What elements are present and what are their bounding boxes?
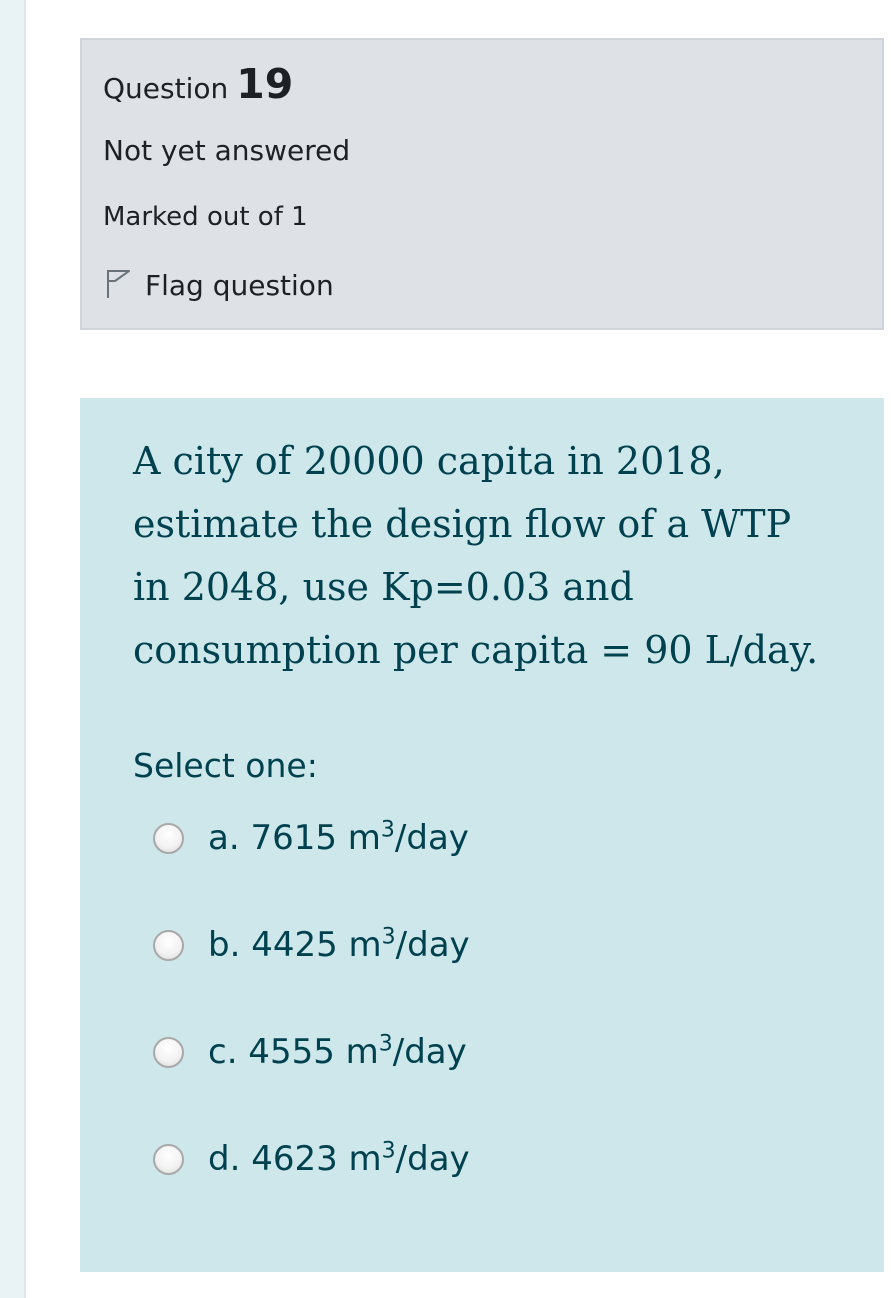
answer-option-d[interactable] [153, 1139, 470, 1179]
select-one-prompt: Select one: [133, 746, 318, 785]
question-info-panel [80, 38, 884, 330]
answer-label-d: d. 4623 $m^3$/day [208, 1138, 470, 1179]
left-rail [0, 0, 26, 1298]
answer-option-a[interactable] [153, 818, 469, 858]
radio-button-a[interactable] [153, 823, 184, 854]
question-state: Not yet answered [103, 134, 351, 167]
question-formulation [80, 398, 884, 1272]
question-text-line: estimate the design flow of a WTP [133, 502, 792, 546]
question-text-line: A city of 20000 capita in 2018, [133, 439, 725, 483]
question-number: 19 [236, 60, 294, 108]
question-text-line: in 2048, use Kp=0.03 and [133, 565, 634, 609]
radio-button-b[interactable] [153, 930, 184, 961]
answer-label-b: b. 4425 $m^3$/day [208, 924, 470, 965]
flag-question-label: Flag question [145, 268, 334, 302]
question-grade: Marked out of 1 [103, 202, 308, 232]
answer-option-c[interactable] [153, 1032, 467, 1072]
question-heading [103, 60, 293, 108]
question-label: Question [103, 72, 229, 105]
answer-label-c: c. 4555 $m^3$/day [208, 1031, 467, 1072]
flag-question-button[interactable] [103, 266, 334, 304]
answer-label-a: a. 7615 $m^3$/day [208, 817, 469, 858]
radio-button-c[interactable] [153, 1037, 184, 1068]
question-text [133, 430, 853, 682]
answer-option-b[interactable] [153, 925, 470, 965]
radio-button-d[interactable] [153, 1144, 184, 1175]
flag-icon [103, 266, 145, 304]
question-text-line: consumption per capita = 90 L/day. [133, 628, 819, 672]
